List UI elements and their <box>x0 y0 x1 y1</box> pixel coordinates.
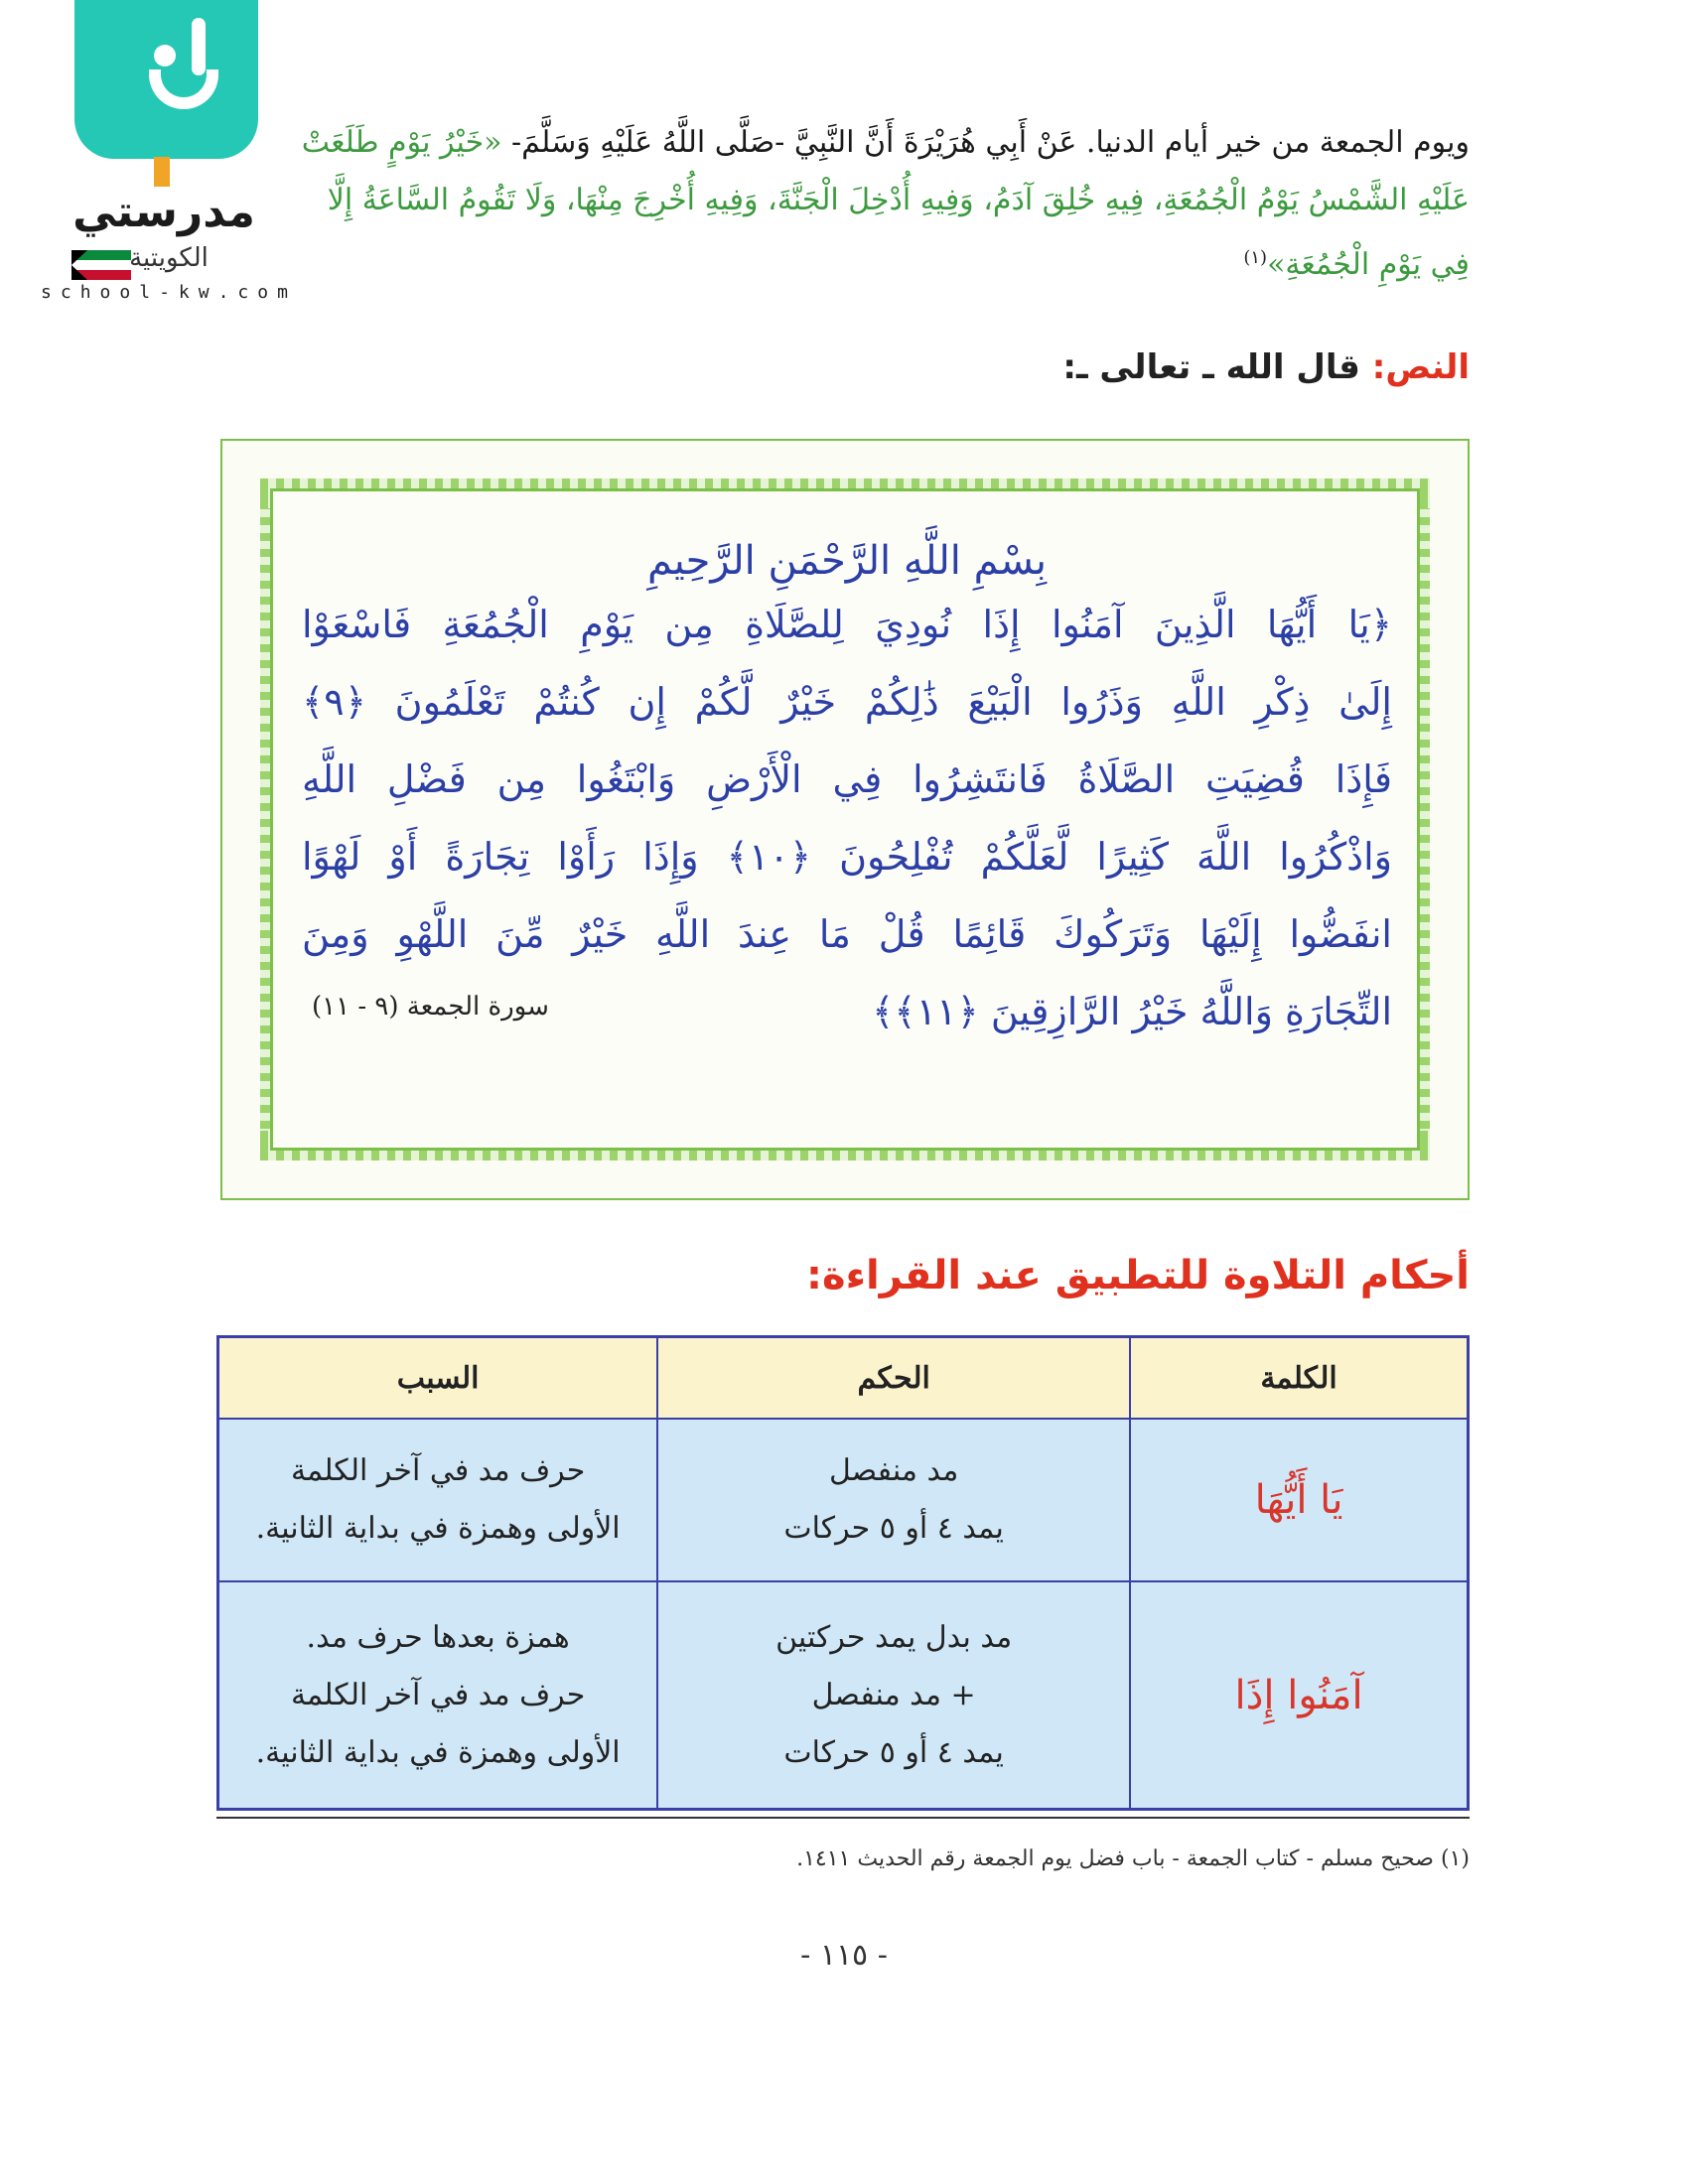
text-heading-intro: قال الله ـ تعالى ـ: <box>1062 347 1360 387</box>
footnote: (١) صحيح مسلم - كتاب الجمعة - باب فضل يوم الجمعة رقم الحديث ١٤١١. <box>796 1846 1470 1871</box>
cell-rule <box>657 1419 1130 1581</box>
tajweed-rules-table <box>216 1335 1470 1811</box>
reason-line: همزة بعدها حرف مد. <box>306 1619 570 1655</box>
quran-inner-panel <box>270 488 1420 1151</box>
table-row <box>218 1581 1469 1810</box>
hadith-text: «خَيْرُ يَوْمٍ طَلَعَتْ عَلَيْهِ الشَّمْسُ يَوْمُ الْجُمُعَةِ، فِيهِ خُلِقَ آدَمُ، وَفِيهِ أُدْخِلَ الْجَنَّةَ، وَفِيهِ أُخْرِجَ مِنْهَا، وَلَا تَقُومُ السَّاعَةُ إِلَّا فِي يَوْمِ الْجُمُعَةِ» <box>301 125 1470 282</box>
cell-reason <box>218 1419 658 1581</box>
basmala: بِسْمِ اللَّهِ الرَّحْمَنِ الرَّحِيمِ <box>646 538 1048 584</box>
logo-subtitle: الكويتية <box>129 243 209 273</box>
reason-line: حرف مد في آخر الكلمة <box>290 1677 586 1712</box>
column-header-reason: السبب <box>218 1337 658 1420</box>
text-heading-label: النص: <box>1371 347 1470 387</box>
footnote-ref[interactable]: (١) <box>1243 247 1268 268</box>
verse-line: ﴿يَا أَيُّهَا الَّذِينَ آمَنُوا إِذَا نُودِيَ لِلصَّلَاةِ مِن يَوْمِ الْجُمُعَةِ فَاسْعَوْا <box>302 603 1392 646</box>
intro-paragraph <box>298 114 1470 294</box>
rule-line: مد بدل يمد حركتين <box>775 1619 1013 1655</box>
verse-line: التِّجَارَةِ وَاللَّهُ خَيْرُ الرَّازِقِينَ ﴿١١﴾﴾ <box>872 990 1392 1033</box>
cell-word <box>1130 1581 1468 1810</box>
verse-line: فَإِذَا قُضِيَتِ الصَّلَاةُ فَانتَشِرُوا فِي الْأَرْضِ وَابْتَغُوا مِن فَضْلِ اللَّهِ <box>302 757 1392 801</box>
logo-name: مدرستي <box>72 187 255 237</box>
rule-line: + مد منفصل <box>811 1677 976 1712</box>
cell-reason <box>218 1581 658 1810</box>
verse-line: انفَضُّوا إِلَيْهَا وَتَرَكُوكَ قَائِمًا قُلْ مَا عِندَ اللَّهِ خَيْرٌ مِّنَ اللَّهْوِ وَمِنَ <box>302 912 1392 956</box>
page-number: - ١١٥ - <box>800 1938 888 1973</box>
quran-frame <box>220 439 1470 1200</box>
word-text: يَا أَيُّهَا <box>1254 1477 1343 1523</box>
verse-line: وَاذْكُرُوا اللَّهَ كَثِيرًا لَّعَلَّكُمْ تُفْلِحُونَ ﴿١٠﴾ وَإِذَا رَأَوْا تِجَارَةً أَوْ لَهْوًا <box>302 835 1393 879</box>
surah-reference: سورة الجمعة (٩ - ١١) <box>312 992 549 1022</box>
text-heading <box>695 347 1470 387</box>
section-title: أحكام التلاوة للتطبيق عند القراءة: <box>805 1253 1470 1298</box>
logo-url: school-kw.com <box>41 282 297 303</box>
column-header-word: الكلمة <box>1130 1337 1468 1420</box>
cell-word <box>1130 1419 1468 1581</box>
rule-line: يمد ٤ أو ٥ حركات <box>783 1734 1004 1770</box>
intro-text: ويوم الجمعة من خير أيام الدنيا. عَنْ أَبِي هُرَيْرَةَ أَنَّ النَّبِيَّ -صَلَّى اللَّهُ عَلَيْهِ وَسَلَّمَ- <box>511 125 1470 160</box>
cell-rule <box>657 1581 1130 1810</box>
reason-line: الأولى وهمزة في بداية الثانية. <box>255 1734 621 1770</box>
reason-line: الأولى وهمزة في بداية الثانية. <box>255 1511 621 1546</box>
table-header-row <box>218 1337 1469 1420</box>
table-row <box>218 1419 1469 1581</box>
reason-line: حرف مد في آخر الكلمة <box>290 1453 586 1488</box>
rule-line: يمد ٤ أو ٥ حركات <box>783 1511 1004 1546</box>
bookmark-ribbon-icon <box>154 157 170 187</box>
verse-line: إِلَىٰ ذِكْرِ اللَّهِ وَذَرُوا الْبَيْعَ ذَٰلِكُمْ خَيْرٌ لَّكُمْ إِن كُنتُمْ تَعْلَمُونَ ﴿٩﴾ <box>302 680 1392 724</box>
column-header-rule: الحكم <box>657 1337 1130 1420</box>
logo-badge-icon <box>74 0 258 159</box>
site-logo[interactable] <box>20 0 318 303</box>
rule-line: مد منفصل <box>828 1453 959 1488</box>
word-text: آمَنُوا إِذَا <box>1234 1672 1363 1718</box>
footnote-divider <box>216 1817 1470 1819</box>
